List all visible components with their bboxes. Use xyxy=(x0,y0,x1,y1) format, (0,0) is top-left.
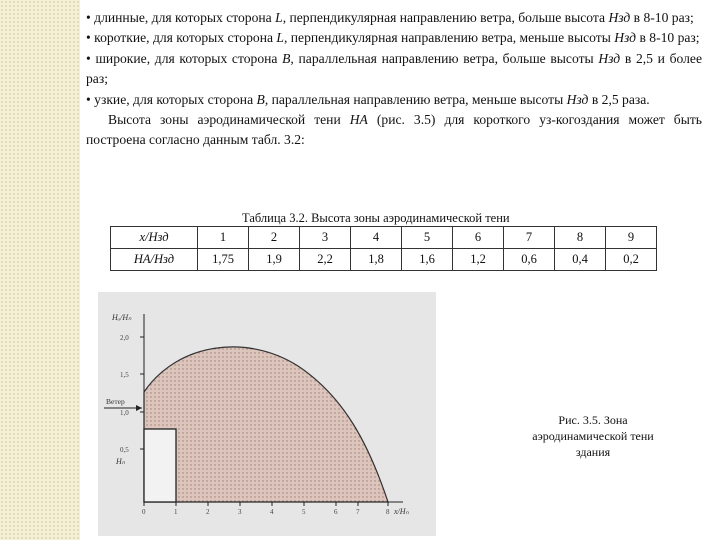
x-tick-label: 7 xyxy=(356,508,360,516)
x-tick-label: 1 xyxy=(174,508,178,516)
x-axis-label: x/Hₙ xyxy=(394,507,409,516)
wind-label: Ветер xyxy=(106,397,125,406)
table-cell: 1,75 xyxy=(198,249,249,271)
table-cell: 9 xyxy=(606,227,657,249)
x-tick-label: 4 xyxy=(270,508,274,516)
building-height-label: Hₙ xyxy=(116,457,125,466)
table-cell: 2,2 xyxy=(300,249,351,271)
table-cell: 1,6 xyxy=(402,249,453,271)
document-page xyxy=(86,8,702,151)
table-caption: Таблица 3.2. Высота зоны аэродинамической тени xyxy=(242,211,510,225)
building xyxy=(144,429,176,502)
table-cell: 0,2 xyxy=(606,249,657,271)
figure-graphic xyxy=(98,292,436,536)
table-cell: 1,8 xyxy=(351,249,402,271)
figure-caption: Рис. 3.5. Зона аэродинамической тени здания xyxy=(532,413,654,459)
row-header-x: x/Нзд xyxy=(111,227,198,249)
y-axis-label: Hₐ/Hₙ xyxy=(112,313,132,322)
x-tick-label: 8 xyxy=(386,508,390,516)
table-cell: 0,6 xyxy=(504,249,555,271)
shadow-zone xyxy=(144,347,388,502)
list-item-short: • короткие, для которых сторона L, перпендикулярная направлению ветра, меньше высоты Нзд в 8-10 раз; xyxy=(86,30,700,46)
y-tick-label: 0,5 xyxy=(120,446,129,454)
table-cell: 6 xyxy=(453,227,504,249)
aerodynamic-shadow-figure xyxy=(98,292,436,536)
table-cell: 5 xyxy=(402,227,453,249)
y-tick-label: 1,5 xyxy=(120,371,129,379)
x-tick-label: 2 xyxy=(206,508,210,516)
table-row xyxy=(111,227,657,249)
x-tick-label: 0 xyxy=(142,508,146,516)
list-item-long: • длинные, для которых сторона L, перпендикулярная направлению ветра, больше высота Нзд в 8-10 раз; xyxy=(86,10,694,25)
y-tick-label: 1,0 xyxy=(120,409,129,417)
table-cell: 7 xyxy=(504,227,555,249)
shadow-height-table xyxy=(110,226,657,271)
y-tick-label: 2,0 xyxy=(120,334,129,342)
table-cell: 1 xyxy=(198,227,249,249)
x-tick-label: 6 xyxy=(334,508,338,516)
x-tick-label: 5 xyxy=(302,508,306,516)
row-header-ha: НА/Нзд xyxy=(111,249,198,271)
table-row xyxy=(111,249,657,271)
table-cell: 0,4 xyxy=(555,249,606,271)
body-paragraph: Высота зоны аэродинамической тени НА (рис. 3.5) для короткого уз-когоздания может быть построена согласно данным табл. 3.2: xyxy=(86,112,702,148)
list-item-narrow: • узкие, для которых сторона В, параллельная направлению ветра, меньше высоты Нзд в 2,5 раза. xyxy=(86,91,650,107)
table-cell: 1,2 xyxy=(453,249,504,271)
table-cell: 4 xyxy=(351,227,402,249)
list-item-wide: • широкие, для которых сторона В, параллельная направлению ветра, больше высоты Нзд в 2,5 и более раз; xyxy=(86,50,702,87)
table-cell: 1,9 xyxy=(249,249,300,271)
x-tick-label: 3 xyxy=(238,508,242,516)
decorative-side-strip xyxy=(0,0,80,540)
table-cell: 2 xyxy=(249,227,300,249)
table-cell: 3 xyxy=(300,227,351,249)
table-cell: 8 xyxy=(555,227,606,249)
